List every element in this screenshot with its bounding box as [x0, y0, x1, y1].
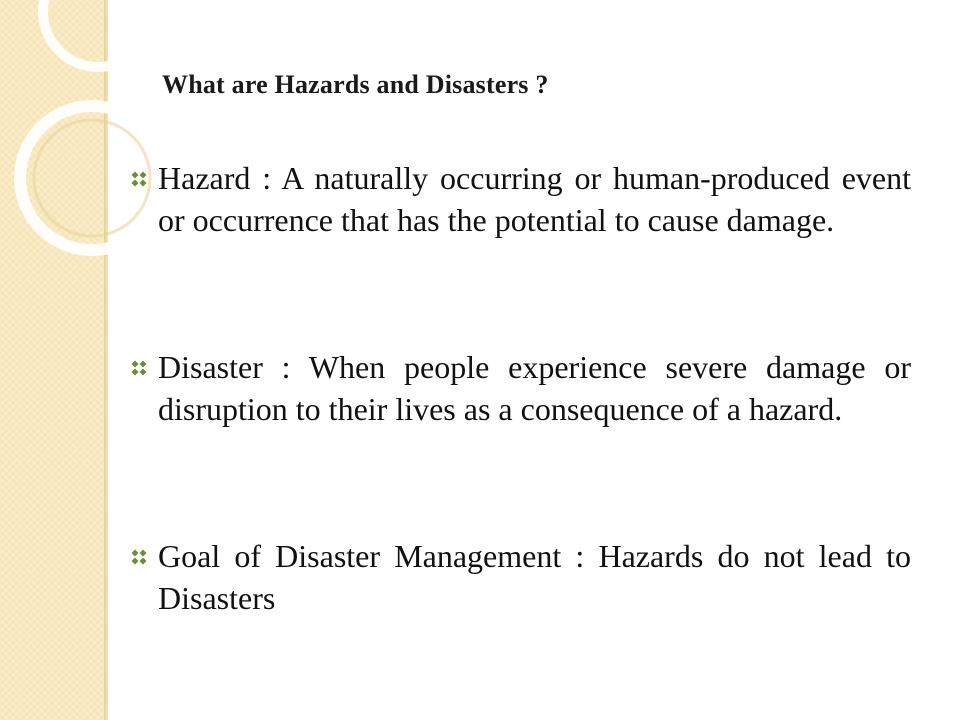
bullet-text: Hazard : A naturally occurring or human-produced event or occurrence that has the potential to cause damage. [158, 160, 911, 238]
bullet-text: Goal of Disaster Management : Hazards do not lead to Disasters [158, 538, 911, 616]
diamond-bullet-icon [131, 171, 147, 187]
bullet-text: Disaster : When people experience severe damage or disruption to their lives as a consequence of a hazard. [158, 349, 911, 427]
slide-title: What are Hazards and Disasters ? [162, 70, 549, 99]
diamond-bullet-icon [131, 549, 147, 565]
decorative-rings [0, 0, 240, 300]
bullet-item-goal [131, 535, 911, 619]
diamond-bullet-icon [131, 360, 147, 376]
bullet-item-hazard [131, 157, 911, 241]
bullet-item-disaster [131, 346, 911, 430]
upper-ring [43, 0, 153, 67]
